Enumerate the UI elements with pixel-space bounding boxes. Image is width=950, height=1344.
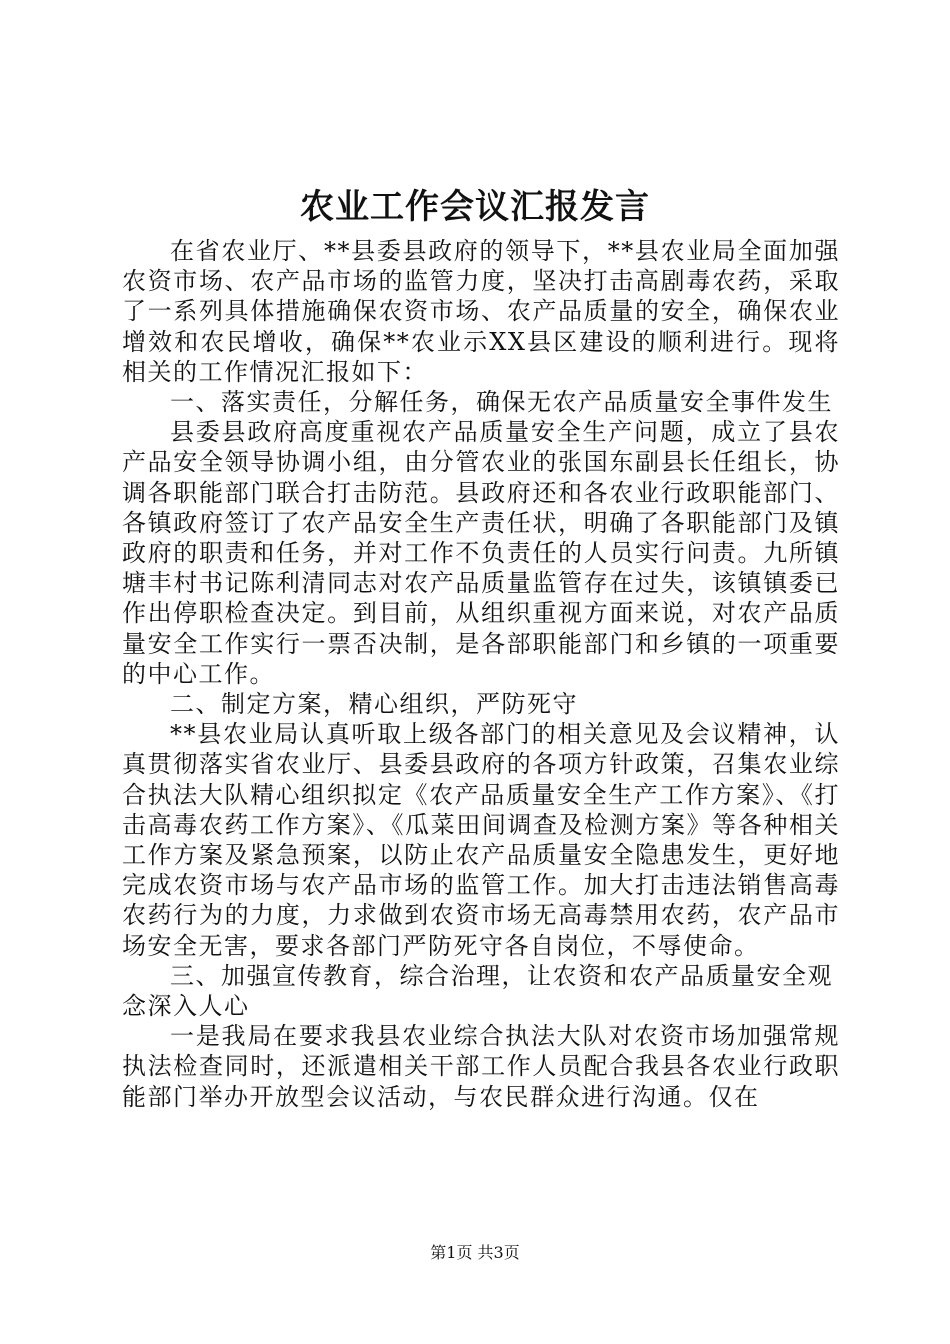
body-paragraph: 县委县政府高度重视农产品质量安全生产问题，成立了县农产品安全领导协调小组，由分管农业的张国东副县长任组长，协调各职能部门联合打击防范。县政府还和各农业行政职能部门、各镇政府签订了农产品安全生产责任状，明确了各职能部门及镇政府的职责和任务，并对工作不负责任的人员实行问责。九所镇塘丰村书记陈利清同志对农产品质量监管存在过失，该镇镇委已作出停职检查决定。到目前，从组织重视方面来说，对农产品质量安全工作实行一票否决制，是各部职能部门和乡镇的一项重要的中心工作。 (122, 418, 840, 688)
document-body (122, 236, 840, 1112)
body-paragraph: **县农业局认真听取上级各部门的相关意见及会议精神，认真贯彻落实省农业厅、县委县政府的各项方针政策，召集农业综合执法大队精心组织拟定《农产品质量安全生产工作方案》、《打击高毒农药工作方案》、《瓜菜田间调查及检测方案》等各种相关工作方案及紧急预案，以防止农产品质量安全隐患发生，更好地完成农资市场与农产品市场的监管工作。加大打击违法销售高毒农药行为的力度，力求做到农资市场无高毒禁用农药，农产品市场安全无害，要求各部门严防死守各自岗位，不辱使命。 (122, 720, 840, 960)
body-paragraph: 一是我局在要求我县农业综合执法大队对农资市场加强常规执法检查同时，还派遣相关干部工作人员配合我县各农业行政职能部门举办开放型会议活动，与农民群众进行沟通。仅在 (122, 1022, 840, 1111)
section-heading: 三、加强宣传教育，综合治理，让农资和农产品质量安全观念深入人心 (122, 961, 833, 1021)
page-footer: 第1页 共3页 (430, 1243, 520, 1262)
document-title: 农业工作会议汇报发言 (300, 187, 650, 227)
body-paragraph: 在省农业厅、**县委县政府的领导下，**县农业局全面加强农资市场、农产品市场的监管力度，坚决打击高剧毒农药，采取了一系列具体措施确保农资市场、农产品质量的安全，确保农业增效和农民增收，确保**农业示XX县区建设的顺利进行。现将相关的工作情况汇报如下： (122, 237, 840, 386)
section-heading: 二、制定方案，精心组织，严防死守 (170, 690, 578, 719)
section-heading: 一、落实责任，分解任务，确保无农产品质量安全事件发生 (170, 388, 833, 417)
